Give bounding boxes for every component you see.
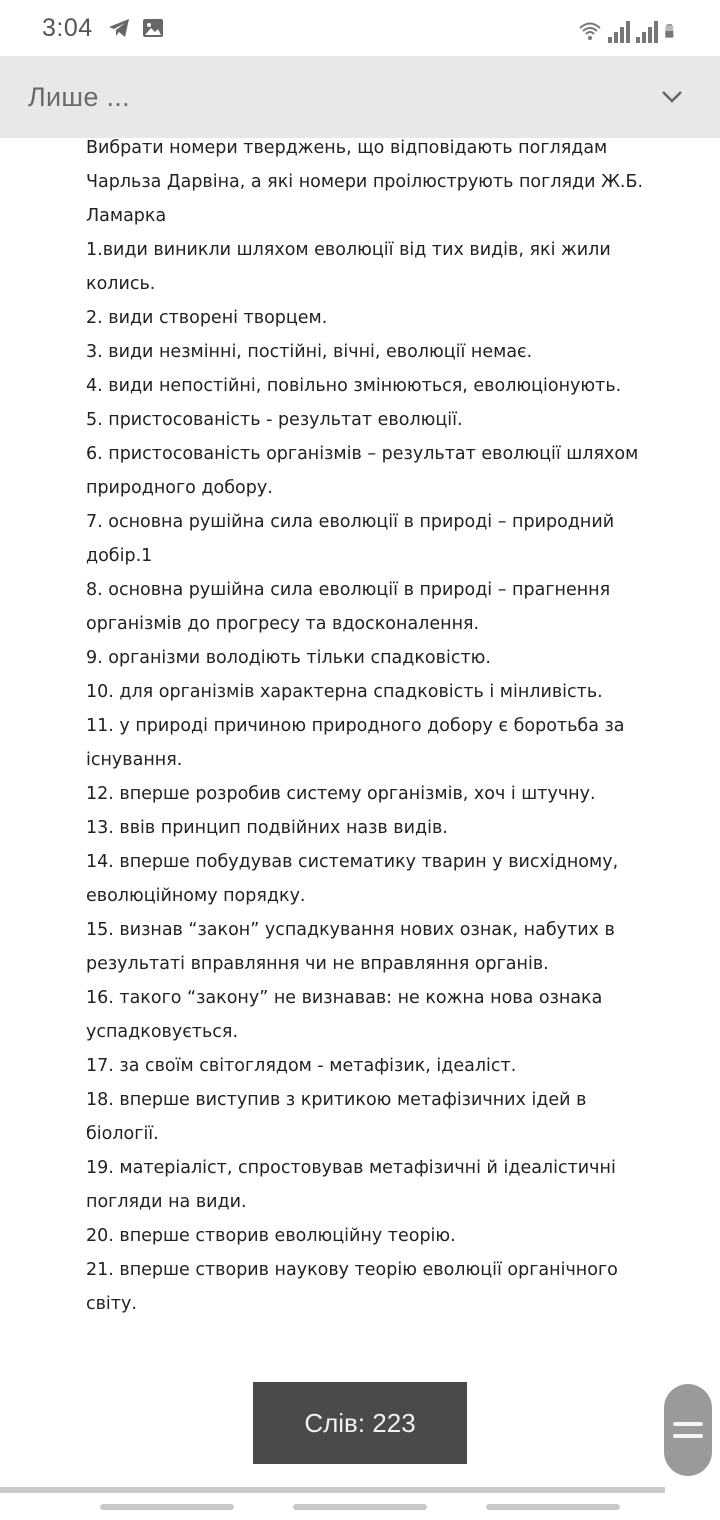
statement-item: 7. основна рушійна сила еволюції в природі – природний добір.1 — [86, 512, 615, 566]
statement-item: 18. вперше виступив з критикою метафізичних ідей в біології. — [86, 1090, 587, 1144]
statement-item: 3. види незмінні, постійні, вічні, еволюції немає. — [86, 342, 533, 362]
statement-item: 2. види створені творцем. — [86, 308, 328, 328]
statement-item: 16. такого “закону” не визнавав: не кожна нова ознака успадковується. — [86, 988, 603, 1042]
handle-line — [673, 1422, 703, 1426]
image-icon — [141, 16, 165, 40]
statement-list — [86, 233, 656, 1321]
signal-icon — [608, 21, 630, 43]
statement-item: 21. вперше створив наукову теорію еволюції органічного світу. — [86, 1260, 618, 1314]
battery-icon — [664, 19, 680, 43]
toolbar-header[interactable] — [0, 56, 720, 138]
statement-item: 15. визнав “закон” успадкування нових ознак, набутих в результаті вправляння чи не вправляння органів. — [86, 920, 615, 974]
statement-item: 13. ввів принцип подвійних назв видів. — [86, 818, 448, 838]
statement-item: 17. за своїм світоглядом - метафізик, ідеаліст. — [86, 1056, 517, 1076]
statement-item: 19. матеріаліст, спростовував метафізичні й ідеалістичні погляди на види. — [86, 1158, 616, 1212]
statement-item: 20. вперше створив еволюційну теорію. — [86, 1226, 456, 1246]
signal-icon-2 — [636, 21, 658, 43]
navigation-bar — [0, 1493, 720, 1520]
statement-item: 9. організми володіють тільки спадковістю. — [86, 648, 491, 668]
nav-recent-button[interactable] — [100, 1504, 234, 1510]
statement-item: 11. у природі причиною природного добору є боротьба за існування. — [86, 716, 625, 770]
nav-back-button[interactable] — [486, 1504, 620, 1510]
scroll-handle[interactable] — [664, 1384, 712, 1476]
statement-item: 10. для організмів характерна спадковість і мінливість. — [86, 682, 603, 702]
intro-paragraph: Вибрати номери тверджень, що відповідають поглядам Чарльза Дарвіна, а які номери проілюструють погляди Ж.Б. Ламарка — [86, 138, 644, 226]
expand-button[interactable] — [652, 77, 692, 117]
statement-item: 6. пристосованість організмів – результат еволюції шляхом природного добору. — [86, 444, 639, 498]
status-time: 3:04 — [42, 13, 93, 42]
telegram-icon — [107, 16, 131, 40]
nav-home-button[interactable] — [293, 1504, 427, 1510]
wifi-icon — [578, 19, 602, 43]
handle-line — [673, 1434, 703, 1438]
statement-item: 4. види непостійні, повільно змінюються, еволюціонують. — [86, 376, 622, 396]
word-count-badge: Слів: 223 — [253, 1382, 467, 1464]
question-text — [86, 131, 656, 1321]
statement-item: 5. пристосованість - результат еволюції. — [86, 410, 463, 430]
statement-item: 12. вперше розробив систему організмів, хоч і штучну. — [86, 784, 596, 804]
statement-item: 1.види виникли шляхом еволюції від тих видів, які жили колись. — [86, 240, 611, 294]
statement-item: 14. вперше побудував систематику тварин у висхідному, еволюційному порядку. — [86, 852, 619, 906]
statement-item: 8. основна рушійна сила еволюції в природі – прагнення організмів до прогресу та вдосконалення. — [86, 580, 611, 634]
page-title: Лише ... — [28, 81, 130, 112]
status-bar — [0, 0, 720, 56]
chevron-down-icon — [661, 90, 683, 104]
